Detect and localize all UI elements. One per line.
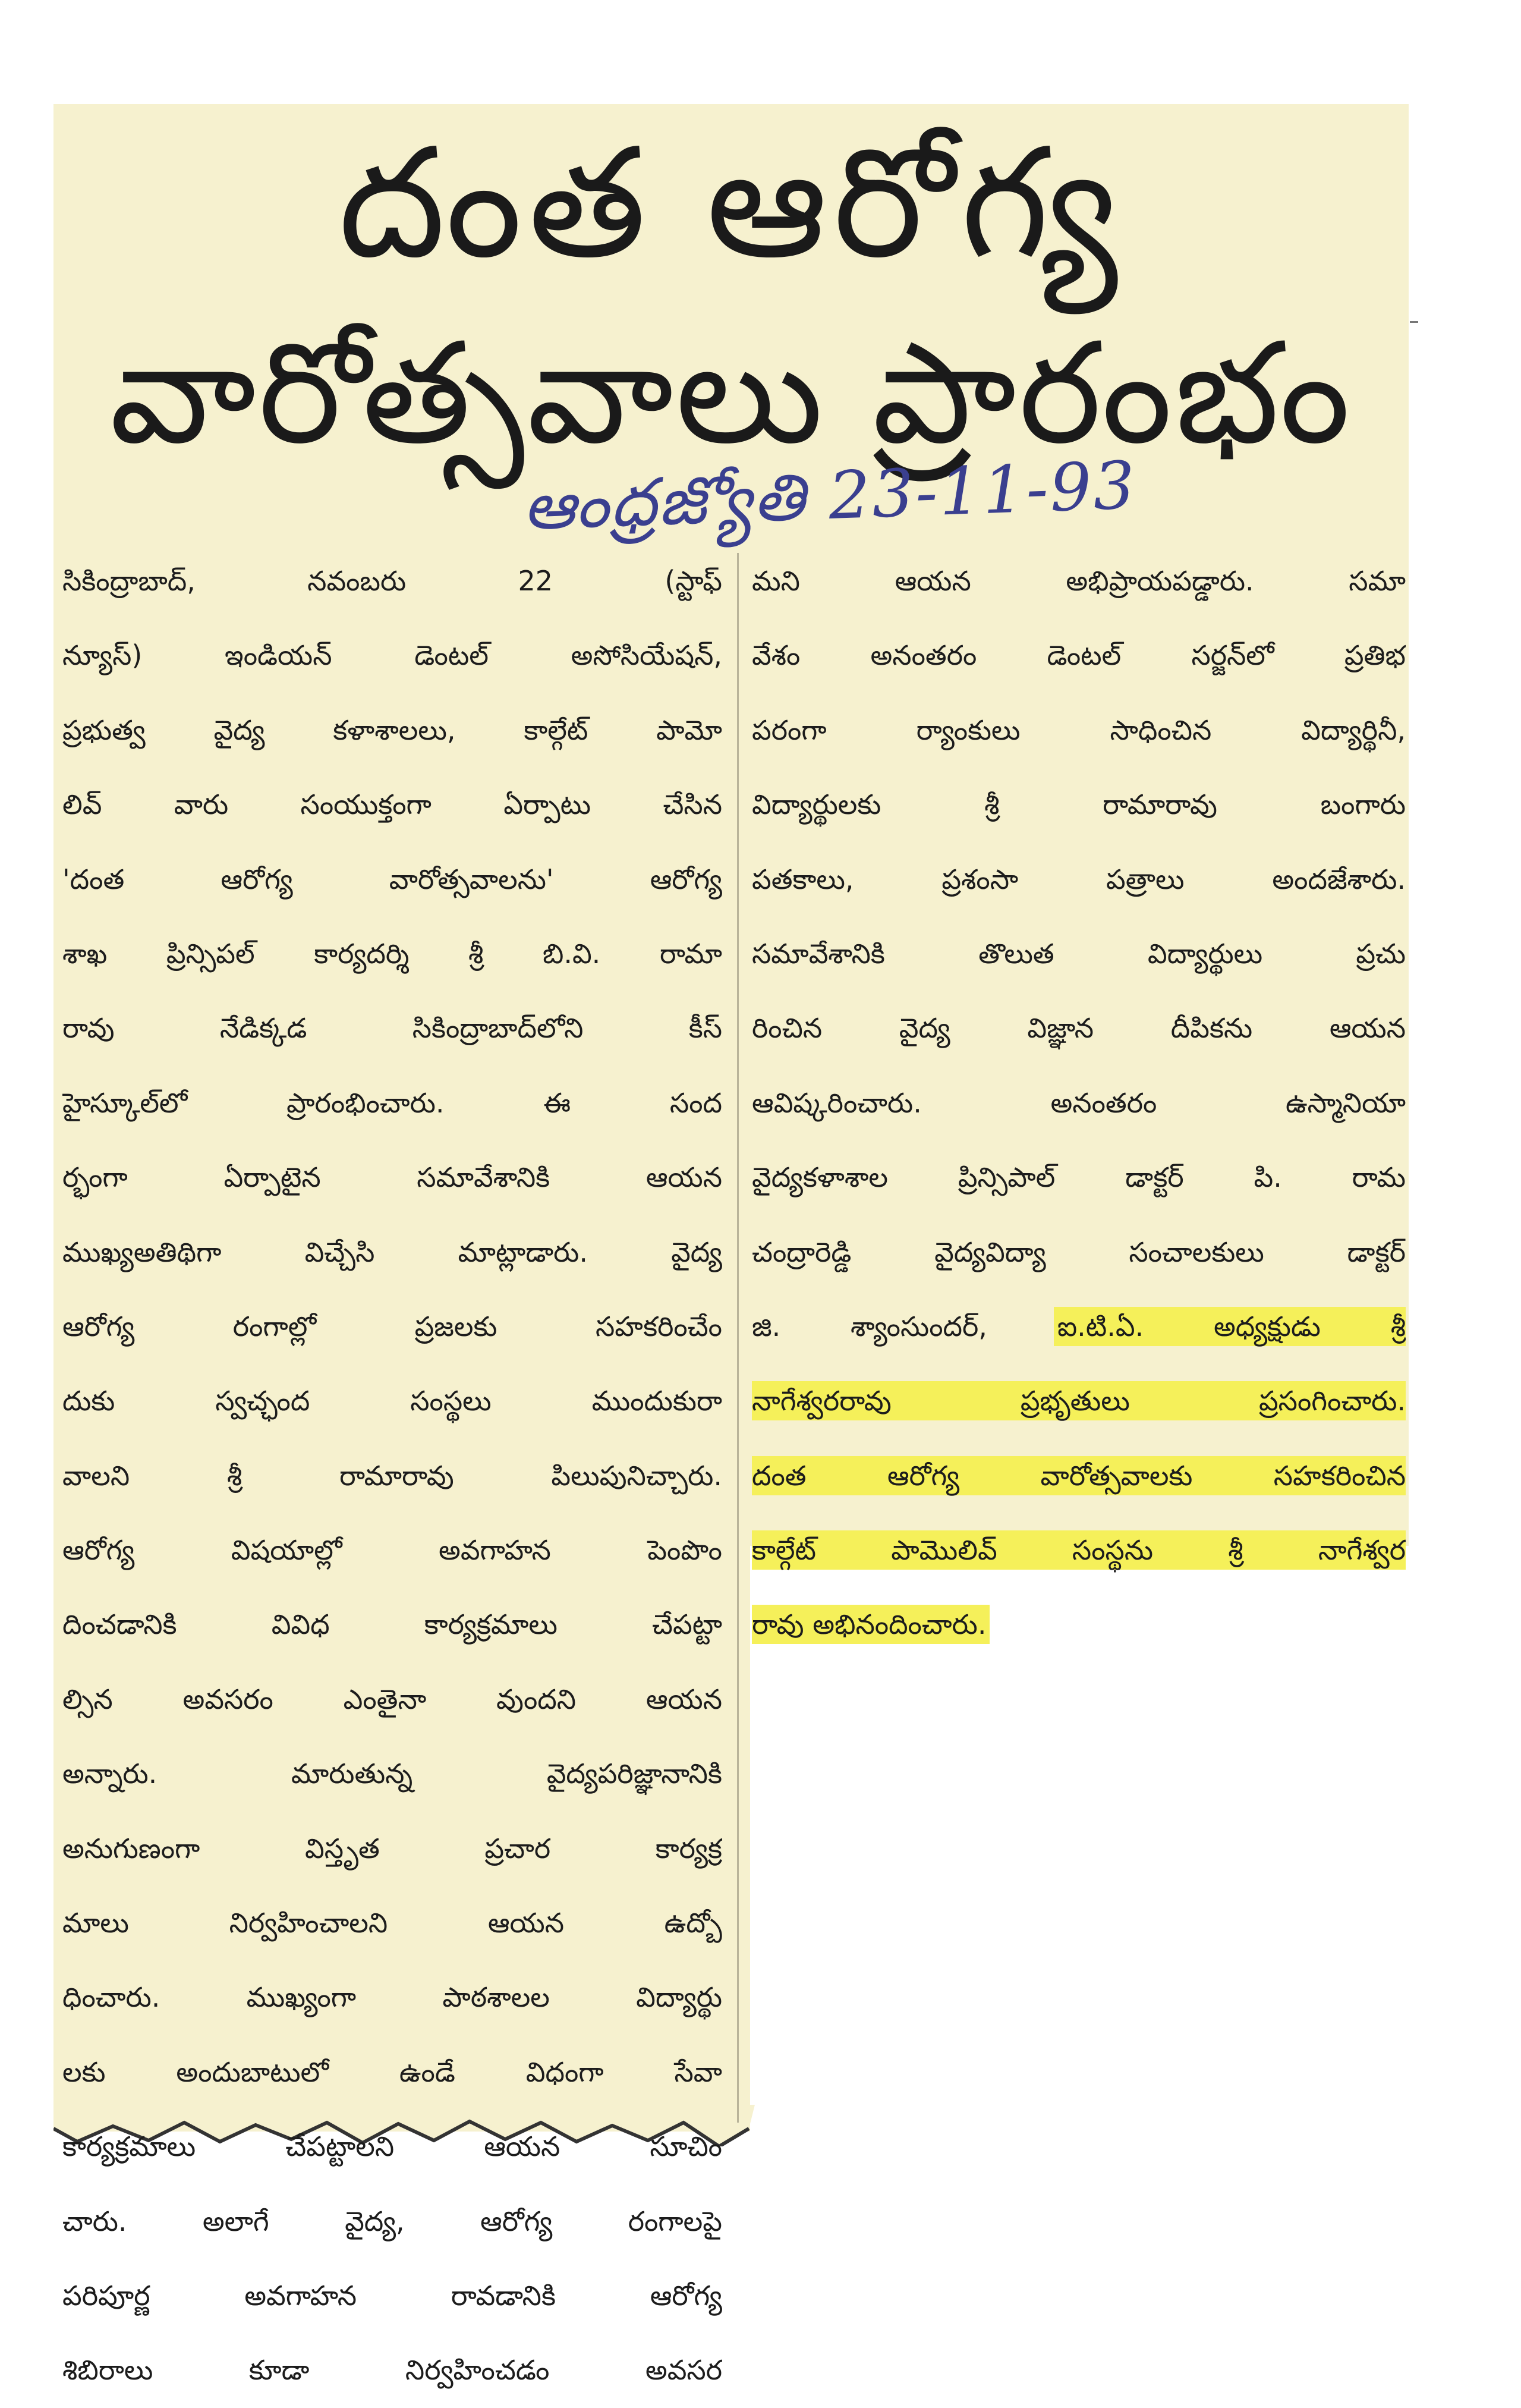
article-line: ధించారు. ముఖ్యంగా పాఠశాలల విద్యార్థు [62, 1981, 722, 2014]
article-line-highlighted [752, 1439, 1406, 1513]
article-line: 'దంత ఆరోగ్య వారోత్సవాలను' ఆరోగ్య [62, 863, 722, 895]
article-line: ర్భంగా ఏర్పాటైన సమావేశానికి ఆయన [62, 1161, 722, 1194]
article-line-highlighted [752, 1513, 1406, 1587]
article-line: పరిపూర్ణ అవగాహన రావడానికి ఆరోగ్య [62, 2279, 722, 2312]
article-line: వాలని శ్రీ రామారావు పిలుపునిచ్చారు. [62, 1459, 722, 1492]
article-line: చంద్రారెడ్డి వైద్యవిద్యా సంచాలకులు డాక్టర్ [752, 1236, 1406, 1268]
article-line: ఆరోగ్య విషయాల్లో అవగాహన పెంపొం [62, 1534, 722, 1567]
article-line: ప్రభుత్వ వైద్య కళాశాలలు, కాల్గేట్ పామో [62, 713, 722, 746]
article-line: చారు. అలాగే వైద్య, ఆరోగ్య రంగాలపై [62, 2205, 722, 2237]
article-line: మని ఆయన అభిప్రాయపడ్డారు. సమా [752, 565, 1406, 597]
article-left-column [62, 544, 722, 2408]
article-text-plain: జి. శ్యాంసుందర్, [752, 1310, 987, 1343]
article-line-highlighted [752, 1587, 1406, 1662]
article-line: మాలు నిర్వహించాలని ఆయన ఉద్బో [62, 1907, 722, 1939]
highlighted-text: దంత ఆరోగ్య వారోత్సవాలకు సహకరించిన [752, 1459, 1406, 1492]
article-line-mixed [752, 1290, 1406, 1364]
article-line: సికింద్రాబాద్, నవంబరు 22 (స్టాఫ్ [62, 565, 722, 597]
article-line: శాఖ ప్రిన్సిపల్ కార్యదర్శి శ్రీ బి.వి. రామా [62, 937, 722, 970]
headline-line-2: వారోత్సవాలు ప్రారంభం [109, 313, 1353, 475]
article-line: రించిన వైద్య విజ్ఞాన దీపికను ఆయన [752, 1012, 1406, 1045]
article-line: సమావేశానికి తొలుత విద్యార్థులు ప్రచు [752, 937, 1406, 970]
article-line: ఆరోగ్య రంగాల్లో ప్రజలకు సహకరించేం [62, 1310, 722, 1343]
article-line: అన్నారు. మారుతున్న వైద్యపరిజ్ఞానానికి [62, 1758, 722, 1790]
highlighted-text: కాల్గేట్ పామొలివ్ సంస్థను శ్రీ నాగేశ్వర [752, 1534, 1406, 1567]
article-line: కార్యక్రమాలు చేపట్టాలని ఆయన సూచిం [62, 2130, 722, 2163]
article-line-highlighted [752, 1364, 1406, 1438]
scan-edge-mark [1410, 321, 1418, 323]
article-right-column [752, 544, 1406, 1662]
article-line: శిబిరాలు కూడా నిర్వహించడం అవసర [62, 2354, 722, 2387]
article-line: వేశం అనంతరం డెంటల్ సర్జన్‌లో ప్రతిభ [752, 639, 1406, 672]
highlighted-text: రావు అభినందించారు. [752, 1608, 987, 1641]
article-line: పరంగా ర్యాంకులు సాధించిన విద్యార్థినీ, [752, 713, 1406, 746]
article-line: వైద్యకళాశాల ప్రిన్సిపాల్ డాక్టర్ పి. రామ [752, 1161, 1406, 1194]
article-line: హైస్కూల్‌లో ప్రారంభించారు. ఈ సంద [62, 1086, 722, 1119]
highlighted-text: ఐ.టి.ఏ. అధ్యక్షుడు శ్రీ [1057, 1310, 1406, 1343]
article-line: ల్సిన అవసరం ఎంతైనా వుందని ఆయన [62, 1683, 722, 1715]
headline-line-1: దంత ఆరోగ్య [338, 115, 1124, 292]
article-line: లివ్ వారు సంయుక్తంగా ఏర్పాటు చేసిన [62, 788, 722, 821]
article-line: ముఖ్యఅతిథిగా విచ్చేసి మాట్లాడారు. వైద్య [62, 1236, 722, 1268]
article-line: పతకాలు, ప్రశంసా పత్రాలు అందజేశారు. [752, 863, 1406, 895]
handwritten-source-date: ఆంధ్రజ్యోతి 23-11-93 [521, 447, 1138, 545]
article-line: లకు అందుబాటులో ఉండే విధంగా సేవా [62, 2055, 722, 2088]
article-line: విద్యార్థులకు శ్రీ రామారావు బంగారు [752, 788, 1406, 821]
article-line: ఆవిష్కరించారు. అనంతరం ఉస్మానియా [752, 1086, 1406, 1119]
column-divider [737, 553, 739, 2123]
article-line: దుకు స్వచ్ఛంద సంస్థలు ముందుకురా [62, 1385, 722, 1417]
highlighted-text: నాగేశ్వరరావు ప్రభృతులు ప్రసంగించారు. [752, 1385, 1406, 1417]
article-line: అనుగుణంగా విస్తృత ప్రచార కార్యక్ర [62, 1832, 722, 1865]
article-line: రావు నేడిక్కడ సికింద్రాబాద్‌లోని కీస్ [62, 1012, 722, 1045]
article-line: దించడానికి వివిధ కార్యక్రమాలు చేపట్టా [62, 1608, 722, 1641]
article-line: న్యూస్) ఇండియన్ డెంటల్ అసోసియేషన్, [62, 639, 722, 672]
